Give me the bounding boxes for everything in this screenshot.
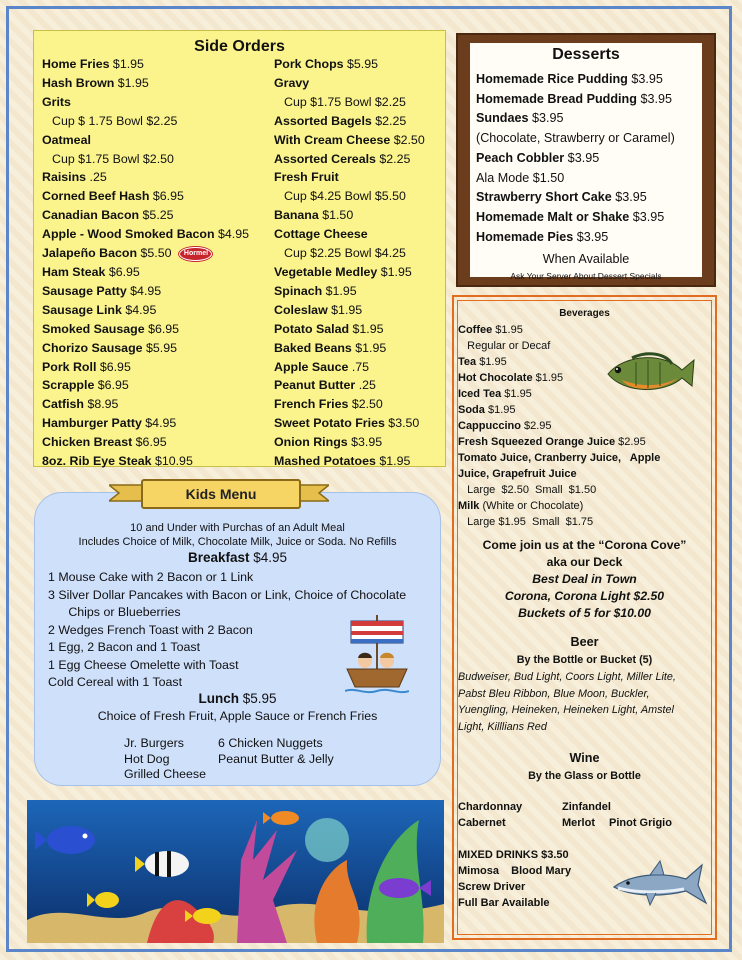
beverage-line	[458, 404, 516, 416]
side-order-item	[42, 263, 249, 282]
dessert-item	[476, 169, 675, 189]
side-order-item	[274, 244, 425, 263]
side-order-price: $2.25	[371, 113, 407, 128]
side-orders-title: Side Orders	[194, 38, 285, 55]
side-order-price: $4.95	[141, 416, 177, 431]
beer-title: Beer	[570, 635, 599, 649]
side-order-item	[274, 414, 425, 433]
beverage-line	[458, 420, 552, 432]
side-order-name: Onion Rings	[274, 435, 348, 450]
wine-cabernet: Cabernet	[458, 817, 506, 829]
kids-boat-icon	[345, 611, 409, 697]
dessert-name: Homemade Rice Pudding	[476, 72, 628, 86]
side-order-price: $1.95	[327, 302, 363, 317]
side-order-item	[274, 55, 425, 74]
mixed-drinks-line: MIXED DRINKS $3.50	[458, 849, 569, 861]
mixed-drinks-line: Screw Driver	[458, 881, 526, 893]
side-order-item	[42, 358, 249, 377]
beverage-name: Coffee	[458, 324, 493, 336]
side-order-item	[274, 74, 425, 93]
dessert-name: Homemade Malt or Shake	[476, 209, 630, 224]
wine-title: Wine	[569, 751, 600, 765]
side-order-item	[42, 320, 249, 339]
wine-subtitle: By the Glass or Bottle	[528, 770, 641, 782]
desserts-list	[476, 70, 675, 247]
side-order-item	[42, 452, 249, 471]
dessert-item	[476, 188, 675, 208]
side-order-name: Peanut Butter	[274, 378, 356, 393]
side-order-price: $1.95	[114, 75, 149, 90]
beer-list-line: Light, Killlians Red	[458, 720, 547, 733]
dessert-price: $3.95	[611, 190, 647, 205]
side-orders-left-column	[42, 55, 249, 471]
side-order-price: $3.95	[347, 435, 383, 450]
side-order-price: $4.95	[126, 283, 162, 298]
kids-breakfast-item: 1 Egg, 2 Bacon and 1 Toast	[48, 640, 201, 654]
side-order-item	[274, 112, 425, 131]
beverages-panel	[452, 295, 717, 940]
side-order-price: $1.95	[322, 283, 357, 298]
mixed-drinks-line: Mimosa Blood Mary	[458, 865, 572, 877]
side-order-item	[42, 225, 249, 244]
kids-note-drinks: Includes Choice of Milk, Chocolate Milk, Juice or Soda. No Refills	[78, 536, 397, 548]
dessert-item	[476, 228, 675, 248]
wine-pinot-grigio: Pinot Grigio	[609, 817, 672, 829]
side-order-item	[42, 168, 249, 187]
kids-menu-panel	[34, 492, 441, 786]
wine-zinfandel: Zinfandel	[562, 801, 611, 813]
side-order-price: $2.25	[375, 151, 411, 166]
side-order-price: .25	[355, 378, 376, 393]
dessert-item	[476, 90, 675, 110]
kids-note-age: 10 and Under with Purchas of an Adult Meal	[130, 522, 345, 534]
side-order-price: $6.95	[144, 321, 180, 336]
desserts-title: Desserts	[552, 46, 620, 63]
side-order-price: $8.95	[84, 397, 119, 412]
side-order-item	[42, 395, 249, 414]
kids-breakfast-title: Breakfast	[187, 550, 250, 565]
bluegill-fish-icon	[602, 350, 696, 396]
side-order-item	[274, 320, 425, 339]
beverage-line	[458, 388, 532, 400]
dessert-price: $3.95	[564, 150, 600, 165]
side-order-item	[42, 55, 249, 74]
side-order-price: Cup $4.25 Bowl $5.50	[284, 189, 406, 204]
beverage-name: Hot Chocolate	[458, 372, 533, 384]
corona-cove-line: Buckets of 5 for $10.00	[518, 606, 651, 620]
side-order-price: $3.50	[384, 416, 420, 431]
dessert-price: $3.95	[528, 111, 564, 126]
kids-lunch-item: Jr. Burgers	[124, 736, 184, 750]
beer-list-line: Yuengling, Heineken, Heineken Light, Amstel	[458, 704, 674, 716]
side-order-item	[42, 301, 249, 320]
side-order-name: Canadian Bacon	[42, 208, 140, 223]
side-order-name: Baked Beans	[274, 340, 352, 355]
side-order-name: With Cream Cheese	[274, 132, 391, 147]
beverage-detail: $1.95	[492, 324, 523, 336]
beverage-detail: $1.95	[501, 388, 532, 400]
kids-breakfast-heading	[35, 550, 440, 565]
beverage-name: Tomato Juice, Cranberry Juice, Apple	[458, 452, 661, 464]
kids-lunch-note: Choice of Fresh Fruit, Apple Sauce or French Fries	[97, 709, 378, 723]
side-order-name: Fresh Fruit	[274, 170, 339, 185]
side-order-price: $1.95	[351, 340, 387, 355]
side-order-price: $5.50	[137, 246, 172, 261]
beverage-line	[458, 516, 593, 528]
kids-menu-banner	[109, 479, 329, 507]
side-order-price: $1.95	[375, 454, 411, 469]
corona-cove-line: Corona, Corona Light $2.50	[504, 589, 665, 603]
side-order-item	[274, 433, 425, 452]
side-order-name: Sausage Link	[42, 302, 122, 317]
dessert-name: Homemade Pies	[476, 229, 574, 244]
side-order-item	[274, 150, 425, 169]
side-order-item	[274, 225, 425, 244]
side-order-name: Home Fries	[42, 57, 110, 71]
side-order-name: Mashed Potatoes	[274, 454, 376, 469]
desserts-when-available: When Available	[542, 252, 630, 266]
corona-cove-line: Come join us at the “Corona Cove”	[482, 538, 687, 552]
mixed-drinks-line: Full Bar Available	[458, 897, 550, 909]
side-order-price: $4.95	[121, 302, 157, 317]
side-order-price: $5.25	[139, 208, 174, 223]
side-order-item	[274, 187, 425, 206]
side-order-item	[42, 376, 249, 395]
dessert-item	[476, 70, 675, 90]
kids-breakfast-item: 2 Wedges French Toast with 2 Bacon	[48, 622, 253, 637]
side-order-name: Pork Chops	[274, 57, 344, 71]
side-order-item	[274, 301, 425, 320]
corona-cove-line: aka our Deck	[546, 555, 623, 569]
side-order-name: Cottage Cheese	[274, 227, 368, 242]
dessert-price: Ala Mode $1.50	[476, 170, 565, 185]
side-orders-right-column	[274, 55, 425, 471]
dessert-item	[476, 149, 675, 169]
side-order-name: Oatmeal	[42, 132, 91, 147]
wine-chardonnay: Chardonnay	[458, 801, 523, 813]
beverage-line	[458, 452, 660, 464]
side-order-name: Coleslaw	[274, 302, 328, 317]
kids-menu-title: Kids Menu	[141, 479, 301, 509]
side-order-name: Hash Brown	[42, 75, 115, 90]
side-order-name: Sweet Potato Fries	[274, 416, 385, 431]
beverages-title: Beverages	[559, 308, 610, 319]
side-order-name: Sausage Patty	[42, 283, 127, 298]
side-order-price: $6.95	[132, 435, 167, 450]
wine-merlot: Merlot	[562, 817, 595, 829]
kids-lunch-item: Grilled Cheese	[124, 767, 206, 781]
beverage-detail: Large $2.50 Small $1.50	[458, 484, 597, 496]
beverage-line	[458, 436, 646, 448]
side-order-price: $6.95	[96, 359, 131, 374]
side-order-price: $5.95	[343, 57, 378, 71]
side-order-price: .75	[348, 359, 370, 374]
beverage-detail: $1.95	[532, 372, 564, 384]
side-order-name: Potato Salad	[274, 321, 350, 336]
beverage-detail: Regular or Decaf	[458, 340, 551, 352]
kids-breakfast-item: 3 Silver Dollar Pancakes with Bacon or Link, Choice of Chocolate	[48, 587, 407, 602]
side-order-price: .25	[86, 170, 107, 185]
side-order-name: Spinach	[274, 283, 323, 298]
kids-lunch-title: Lunch	[198, 691, 239, 706]
side-order-item	[42, 339, 249, 358]
beer-list-line: Budweiser, Bud Light, Coors Light, Miller Lite,	[458, 671, 676, 683]
dessert-item	[476, 109, 675, 129]
side-order-item	[42, 187, 249, 206]
beverage-detail: (White or Chocolate)	[479, 500, 584, 512]
side-order-item	[42, 433, 249, 452]
kids-lunch-item: Peanut Butter & Jelly	[218, 751, 334, 766]
side-order-name: Chicken Breast	[42, 435, 133, 450]
kids-breakfast-item: Chips or Blueberries	[58, 605, 181, 619]
side-order-price: $4.95	[214, 227, 250, 242]
kids-breakfast-item: Cold Cereal with 1 Toast	[48, 675, 183, 689]
beverage-line	[458, 372, 563, 384]
side-order-item	[274, 282, 425, 301]
kids-breakfast-price: $4.95	[249, 550, 288, 565]
side-order-price: Cup $1.75 Bowl $2.50	[52, 151, 174, 166]
dessert-name: Strawberry Short Cake	[476, 190, 612, 205]
coral-reef-picture	[27, 800, 444, 943]
side-order-name: Hamburger Patty	[42, 416, 142, 431]
side-order-item	[42, 74, 249, 93]
kids-lunch-item: 6 Chicken Nuggets	[218, 736, 323, 750]
dessert-price: $3.95	[573, 229, 609, 244]
dessert-item	[476, 129, 675, 149]
beverage-name: Milk	[458, 500, 480, 512]
kids-lunch-item: Hot Dog	[124, 751, 170, 766]
side-order-item	[274, 131, 425, 150]
beverage-detail: $1.95	[484, 404, 516, 416]
side-order-price: $1.95	[377, 264, 412, 279]
hormel-logo: Hormel	[179, 247, 212, 261]
shark-icon	[610, 857, 710, 913]
beverage-detail: $2.95	[520, 420, 552, 432]
side-order-name: 8oz. Rib Eye Steak	[42, 454, 152, 469]
side-order-item	[42, 282, 249, 301]
beverage-detail: Large $1.95 Small $1.75	[458, 516, 594, 528]
side-order-item	[274, 93, 425, 112]
side-order-name: Chorizo Sausage	[42, 340, 143, 355]
dessert-name: Peach Cobbler	[476, 150, 565, 165]
side-order-name: Assorted Cereals	[274, 151, 376, 166]
side-order-name: French Fries	[274, 397, 349, 412]
side-order-price: Cup $ 1.75 Bowl $2.25	[52, 113, 178, 128]
side-order-price: $2.50	[348, 397, 383, 412]
side-order-name: Catfish	[42, 397, 84, 412]
side-order-item	[274, 395, 425, 414]
side-order-item	[42, 414, 249, 433]
side-order-item	[42, 112, 249, 131]
side-order-name: Smoked Sausage	[42, 321, 145, 336]
side-order-item	[42, 93, 249, 112]
beverage-line	[458, 500, 583, 512]
side-order-item	[274, 339, 425, 358]
side-order-item	[42, 244, 249, 263]
dessert-name: Homemade Bread Pudding	[476, 91, 637, 106]
side-order-item	[42, 150, 249, 169]
beverage-line	[458, 356, 507, 368]
kids-breakfast-item: 1 Egg Cheese Omelette with Toast	[48, 657, 239, 672]
side-order-name: Corned Beef Hash	[42, 189, 150, 204]
beverage-name: Cappuccino	[458, 420, 521, 432]
side-order-name: Grits	[42, 94, 71, 109]
desserts-panel	[470, 43, 702, 281]
side-order-item	[274, 376, 425, 395]
side-order-price: $10.95	[151, 454, 193, 469]
beer-list-line: Pabst Bleu Ribbon, Blue Moon, Buckler,	[458, 687, 650, 700]
side-order-item	[274, 358, 425, 377]
side-order-price: $5.95	[142, 340, 177, 355]
side-order-item	[42, 131, 249, 150]
beverage-name: Soda	[458, 404, 485, 416]
beverage-detail: $1.95	[476, 356, 507, 368]
coral-reef-image	[27, 800, 444, 943]
side-order-name: Pork Roll	[42, 359, 97, 374]
dessert-price: (Chocolate, Strawberry or Caramel)	[476, 131, 675, 146]
side-order-name: Apple - Wood Smoked Bacon	[42, 227, 215, 242]
beverage-line	[458, 468, 577, 480]
side-orders-panel	[33, 30, 446, 467]
dessert-item	[476, 208, 675, 228]
side-order-item	[274, 263, 425, 282]
beverage-detail: $2.95	[615, 436, 646, 448]
side-order-price: $1.95	[349, 321, 384, 336]
side-order-name: Jalapeño Bacon	[42, 246, 138, 261]
side-order-item	[274, 452, 425, 471]
desserts-frame	[456, 33, 716, 287]
beer-subtitle: By the Bottle or Bucket (5)	[516, 654, 653, 666]
kids-lunch-price: $5.95	[238, 691, 277, 706]
desserts-specials-note: Ask Your Server About Dessert Specials	[510, 271, 662, 281]
side-order-name: Assorted Bagels	[274, 113, 372, 128]
side-order-price: $6.95	[105, 264, 140, 279]
dessert-name: Sundaes	[476, 111, 529, 126]
side-order-price: $1.50	[318, 208, 354, 223]
side-order-name: Ham Steak	[42, 264, 106, 279]
kids-breakfast-item: 1 Mouse Cake with 2 Bacon or 1 Link	[48, 570, 254, 584]
side-order-item	[274, 206, 425, 225]
side-order-name: Gravy	[274, 75, 310, 90]
beverage-line	[458, 340, 550, 352]
beverage-name: Iced Tea	[458, 388, 502, 400]
beverage-name: Fresh Squeezed Orange Juice	[458, 436, 616, 448]
dessert-price: $3.95	[629, 209, 665, 224]
side-order-item	[274, 168, 425, 187]
beverage-line	[458, 484, 596, 496]
side-order-price: Cup $2.25 Bowl $4.25	[284, 246, 406, 261]
corona-cove-line: Best Deal in Town	[532, 572, 637, 586]
side-order-price: Cup $1.75 Bowl $2.25	[284, 94, 406, 109]
side-order-price: $6.95	[94, 378, 129, 393]
side-order-name: Banana	[274, 208, 319, 223]
side-order-name: Raisins	[42, 170, 87, 185]
side-order-price: $2.50	[390, 132, 425, 147]
side-order-name: Apple Sauce	[274, 359, 349, 374]
side-order-price: $1.95	[109, 57, 144, 71]
side-order-item	[42, 206, 249, 225]
beverage-name: Juice, Grapefruit Juice	[458, 468, 577, 480]
side-order-price: $6.95	[149, 189, 184, 204]
side-order-name: Scrapple	[42, 378, 95, 393]
beverage-name: Tea	[458, 356, 477, 368]
beverage-line	[458, 324, 523, 336]
side-order-name: Vegetable Medley	[274, 264, 378, 279]
dessert-price: $3.95	[636, 91, 672, 106]
dessert-price: $3.95	[627, 72, 663, 86]
